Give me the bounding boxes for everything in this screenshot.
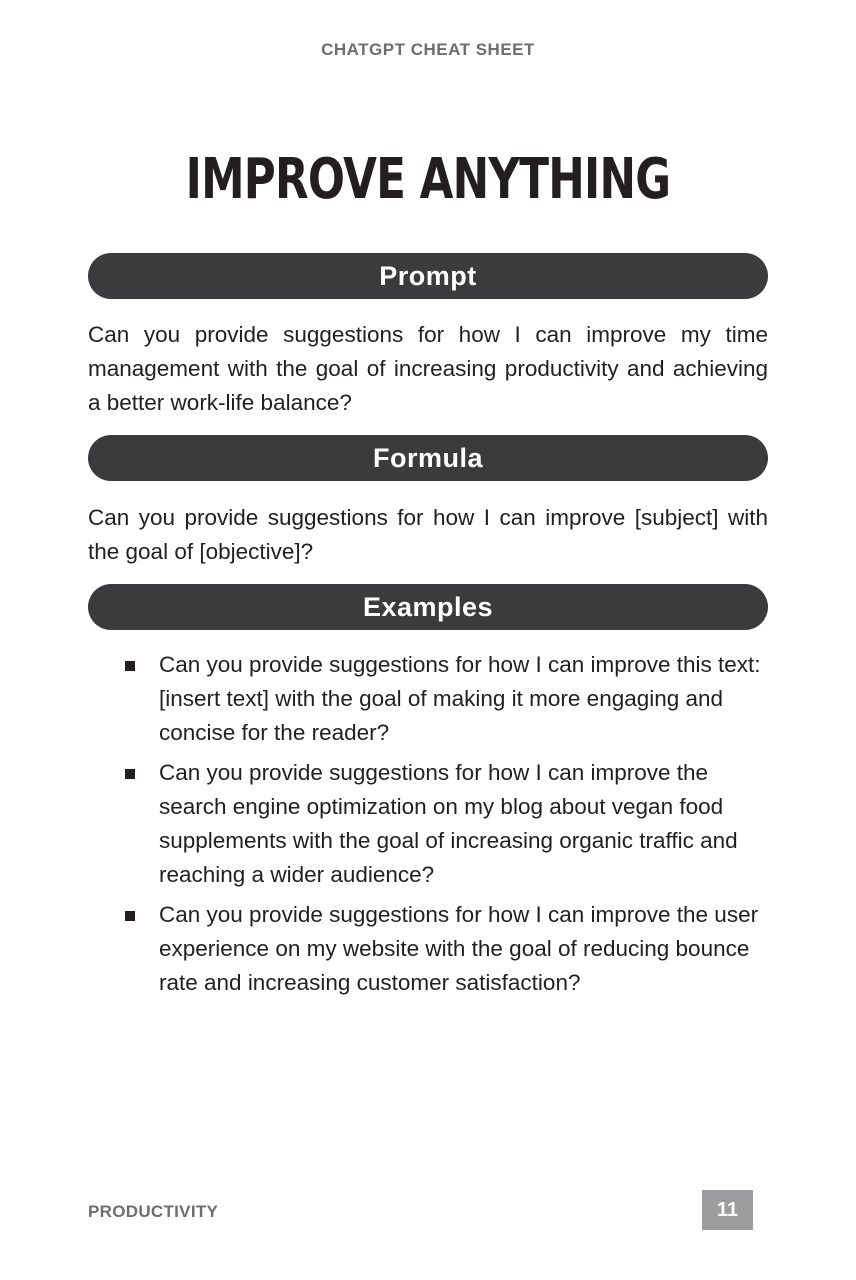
example-text: Can you provide suggestions for how I can improve the search engine optimization on my blog about vegan food supplements with the goal of increasing organic traffic and reaching a wider audience?	[159, 760, 738, 887]
page-number: 11	[702, 1190, 753, 1230]
section-header-prompt: Prompt	[88, 253, 768, 299]
formula-text: Can you provide suggestions for how I can improve [subject] with the goal of [objective]?	[88, 505, 768, 564]
list-item	[120, 756, 770, 892]
page-title: IMPROVE ANYTHING	[185, 147, 671, 212]
example-text: Can you provide suggestions for how I can improve the user experience on my website with the goal of reducing bounce rate and increasing customer satisfaction?	[159, 902, 759, 995]
square-bullet-icon	[125, 911, 135, 921]
examples-list	[120, 648, 770, 1006]
list-item	[120, 648, 770, 750]
square-bullet-icon	[125, 769, 135, 779]
section-header-formula: Formula	[88, 435, 768, 481]
prompt-text: Can you provide suggestions for how I can improve my time management with the goal of increasing productivity and achieving a better work-life balance?	[88, 322, 768, 415]
section-header-examples: Examples	[88, 584, 768, 630]
list-item	[120, 898, 770, 1000]
square-bullet-icon	[125, 661, 135, 671]
example-text: Can you provide suggestions for how I can improve this text: [insert text] with the goal of making it more engaging and concise for the reader?	[159, 652, 761, 745]
footer-section-label: PRODUCTIVITY	[88, 1202, 219, 1221]
running-header: CHATGPT CHEAT SHEET	[321, 40, 535, 59]
